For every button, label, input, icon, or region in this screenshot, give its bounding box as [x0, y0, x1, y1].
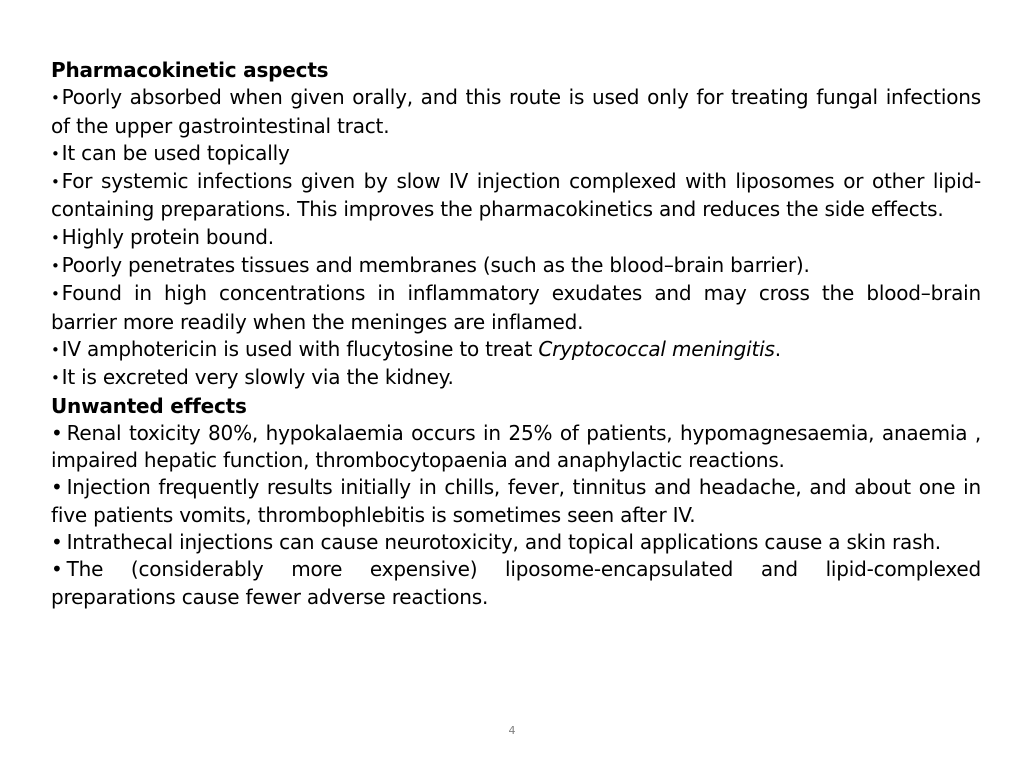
bullet-icon: • [51, 369, 60, 388]
list-item [51, 224, 981, 252]
bullet-icon: • [51, 144, 60, 163]
list-item [51, 556, 981, 611]
list-item-text: The (considerably more expensive) liposome-encapsulated and lipid-complexed preparations cause fewer adverse reactions. [51, 557, 981, 609]
list-item-text: IV amphotericin is used with flucytosine to treat [61, 336, 539, 361]
list-item [51, 140, 981, 168]
slide-content [51, 57, 981, 611]
bullet-icon: • [51, 475, 63, 500]
list-item [51, 252, 981, 280]
bullet-icon: • [51, 257, 60, 276]
list-item-text: Highly protein bound. [61, 224, 274, 249]
page-number: 4 [508, 724, 516, 737]
bullet-icon: • [51, 89, 60, 108]
list-item-text: Intrathecal injections can cause neurotoxicity, and topical applications cause a skin rash. [66, 530, 941, 555]
list-item-text: Found in high concentrations in inflammatory exudates and may cross the blood–brain barrier more readily when the meninges are inflamed. [51, 281, 981, 334]
list-item [51, 336, 981, 364]
list-item-text: Poorly penetrates tissues and membranes (such as the blood–brain barrier). [61, 253, 810, 278]
list-item-text: For systemic infections given by slow IV injection complexed with liposomes or other lipid-containing preparations. This improves the pharmacokinetics and reduces the side effects. [51, 169, 981, 222]
list-item-text: Injection frequently results initially in chills, fever, tinnitus and headache, and about one in five patients vomits, thrombophlebitis is sometimes seen after IV. [51, 475, 981, 527]
list-item [51, 84, 981, 140]
list-item-text: Renal toxicity 80%, hypokalaemia occurs in 25% of patients, hypomagnesaemia, anaemia , impaired hepatic function, thrombocytopaenia and anaphylactic reactions. [51, 420, 981, 473]
list-item-text: Poorly absorbed when given orally, and this route is used only for treating fungal infections of the upper gastrointestinal tract. [51, 85, 981, 138]
disease-name: Cryptococcal meningitis [538, 336, 775, 361]
bullet-icon: • [51, 285, 60, 304]
bullet-icon: • [51, 228, 60, 247]
bullet-icon: • [51, 340, 60, 359]
list-item-text: It can be used topically [61, 140, 290, 165]
bullet-icon: • [51, 557, 63, 582]
bullet-icon: • [51, 173, 60, 192]
list-item [51, 280, 981, 336]
list-item [51, 529, 981, 556]
list-item-suffix: . [774, 336, 781, 361]
list-item [51, 420, 981, 475]
list-item [51, 364, 981, 392]
section-heading-unwanted-effects: Unwanted effects [51, 393, 247, 418]
list-item [51, 168, 981, 224]
section-heading-pharmacokinetics: Pharmacokinetic aspects [51, 58, 329, 82]
bullet-icon: • [51, 530, 63, 555]
list-item [51, 474, 981, 529]
bullet-icon: • [51, 420, 63, 445]
list-item-text: It is excreted very slowly via the kidney. [61, 365, 454, 390]
